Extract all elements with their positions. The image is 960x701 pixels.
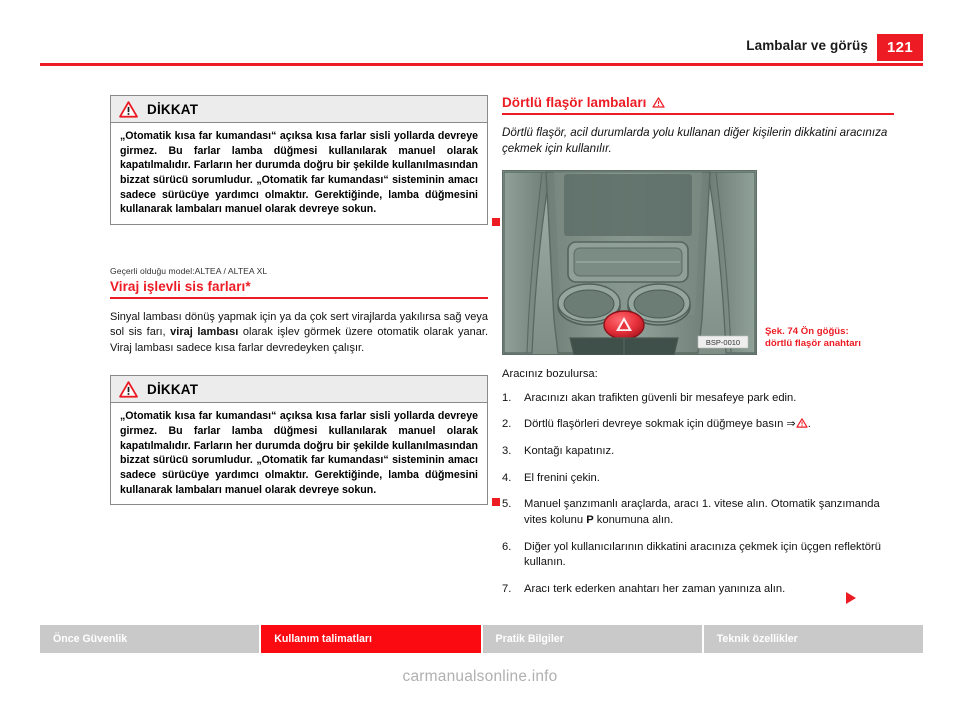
step-text-suffix: . [807, 418, 811, 431]
left-column [110, 95, 488, 505]
step-number: 7. [502, 582, 512, 595]
step-number: 3. [502, 444, 512, 457]
list-item [502, 582, 894, 598]
section-title-viraj: Viraj işlevli sis farları* [110, 279, 251, 295]
figure-container [502, 170, 861, 355]
page-title: Lambalar ve görüş [746, 38, 868, 53]
list-item [502, 417, 894, 433]
section-title-underline [110, 297, 488, 299]
section-title-underline [502, 113, 894, 115]
tab-once-guvenlik[interactable]: Önce Güvenlik [40, 625, 261, 653]
section-paragraph [110, 310, 488, 357]
steps-list [502, 391, 894, 598]
warning-box-2-text: „Otomatik kısa far kumandası“ açıksa kısa farlar sisli yollarda devreye girmez. Bu farlar lamba düğmesi kullanılarak manuel olarak kapatılmalıdır. Farların her durumda doğru bir şekilde kullanılmasından bizzat sürücü sorumludur. „Otomatik far kumandası“ sisteminin amacı sadece sürücüye yardımcı olmaktır. Gerektiğinde, lamba düğmesini kullanarak lambaları manuel olarak devreye sokun. [120, 410, 478, 496]
watermark: carmanualsonline.info [402, 668, 558, 685]
step-number: 6. [502, 540, 512, 553]
warning-triangle-icon [119, 101, 138, 118]
list-item [502, 540, 894, 571]
step-text: Dörtlü flaşörleri devreye sokmak için düğmeye basın ⇒ [524, 418, 796, 431]
step-number: 1. [502, 391, 512, 404]
step-text-suffix: konumuna alın. [593, 513, 674, 526]
section-title-dortlu: Dörtlü flaşör lambaları [502, 95, 647, 110]
center-console-hazard-switch-illustration [502, 170, 757, 355]
step-number: 5. [502, 498, 512, 511]
figure-caption [765, 326, 895, 351]
figure-caption-line2: dörtlü flaşör anahtarı [765, 338, 861, 350]
footer-navigation [40, 625, 923, 653]
paragraph-part-2: olarak işlev görmek üzere otomatik olarak yanar. Viraj lambası sadece kısa farlar devredeyken çalışır. [110, 326, 488, 354]
section-title-row [502, 95, 894, 110]
step-number: 4. [502, 471, 512, 484]
step-text: Aracınızı akan trafikten güvenli bir mesafeye park edin. [524, 391, 797, 404]
step-bold-term: P [586, 513, 594, 526]
page-number-badge: 121 [877, 34, 923, 61]
page-header [0, 38, 960, 68]
step-text: Manuel şanzımanlı araçlarda, aracı 1. vitese alın. Otomatik şanzımanda vites kolunu [524, 498, 880, 526]
warning-triangle-icon [796, 418, 808, 428]
section-lead-text: Dörtlü flaşör, acil durumlarda yolu kullanan diğer kişilerin dikkatini aracınıza çekmek için kullanılır. [502, 125, 888, 156]
warning-box-2-title: DİKKAT [147, 381, 199, 397]
figure-caption-line1: Şek. 74 Ön göğüs: [765, 325, 849, 337]
model-applicability-note: Geçerli olduğu model:ALTEA / ALTEA XL [110, 266, 268, 277]
list-item [502, 444, 894, 460]
figure-code-label: BSP-0010 [705, 337, 741, 347]
tab-pratik-bilgiler[interactable]: Pratik Bilgiler [483, 625, 704, 653]
step-text: Aracı terk ederken anahtarı her zaman yanınıza alın. [524, 582, 786, 595]
list-item [502, 391, 894, 407]
step-text: El frenini çekin. [524, 471, 600, 484]
warning-box-2 [110, 375, 488, 505]
warning-box-2-end-marker [492, 498, 500, 506]
list-item [502, 497, 894, 528]
right-column [502, 95, 894, 609]
warning-triangle-icon [652, 97, 665, 108]
warning-box-2-header [111, 376, 487, 403]
tab-kullanim-talimatlari[interactable]: Kullanım talimatları [261, 625, 482, 653]
warning-box-1-header [111, 96, 487, 123]
steps-intro: Aracınız bozulursa: [502, 367, 598, 380]
step-text: Diğer yol kullanıcılarının dikkatini aracınıza çekmek için üçgen reflektörü kullanın. [524, 540, 881, 569]
step-number: 2. [502, 418, 512, 431]
header-divider [40, 63, 923, 66]
warning-triangle-icon [119, 381, 138, 398]
warning-box-1 [110, 95, 488, 225]
paragraph-part-1: Sinyal lambası dönüş yapmak için ya da çok sert virajlarda yakılırsa sağ veya sol sis farı, [110, 310, 488, 339]
list-item [502, 471, 894, 487]
warning-box-1-end-marker [492, 218, 500, 226]
tab-teknik-ozellikler[interactable]: Teknik özellikler [704, 625, 923, 653]
paragraph-bold-term: viraj lambası [170, 326, 239, 339]
continue-arrow-icon [846, 592, 856, 604]
warning-box-1-text: „Otomatik kısa far kumandası“ açıksa kısa farlar sisli yollarda devreye girmez. Bu farlar lamba düğmesi kullanılarak manuel olarak kapatılmalıdır. Farların her durumda doğru bir şekilde kullanılmasından bizzat sürücü sorumludur. „Otomatik far kumandası“ sisteminin amacı sadece sürücüye yardımcı olmaktır. Gerektiğinde, lamba düğmesini kullanarak lambaları manuel olarak devreye sokun. [120, 130, 478, 216]
step-text: Kontağı kapatınız. [524, 444, 615, 457]
warning-box-1-title: DİKKAT [147, 101, 199, 117]
